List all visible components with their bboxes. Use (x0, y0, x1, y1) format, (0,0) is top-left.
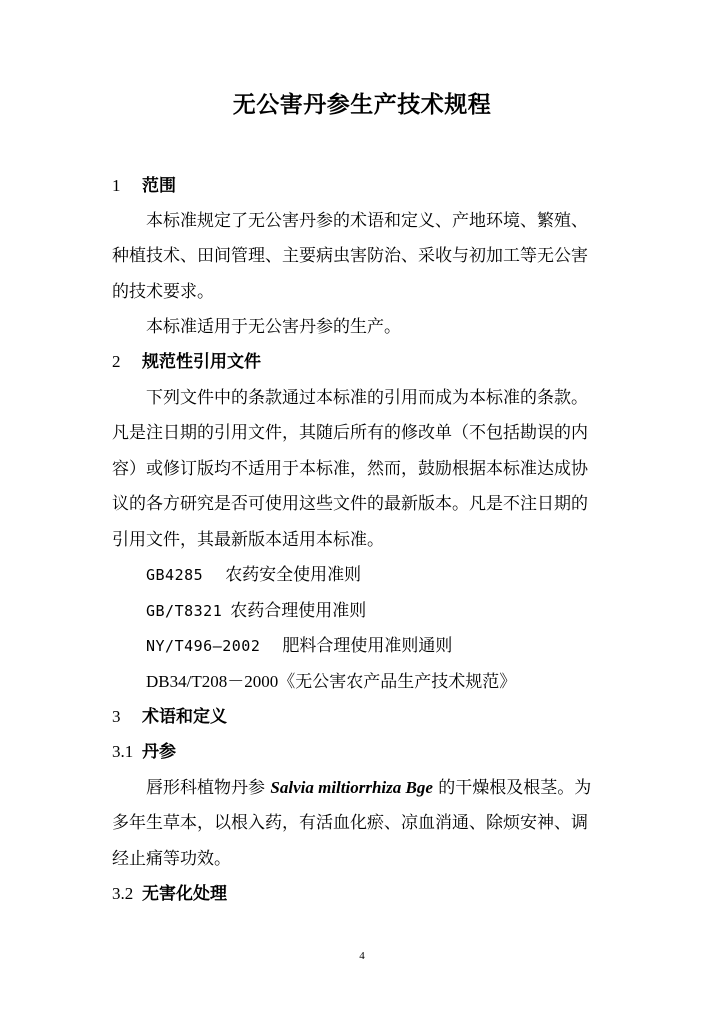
section-3-number: 3 (112, 707, 121, 726)
section-1-paragraph-line: 的技术要求。 (112, 282, 214, 302)
section-2-paragraph-line: 下列文件中的条款通过本标准的引用而成为本标准的条款。 (146, 388, 588, 408)
definition-line: 经止痛等功效。 (112, 849, 231, 869)
section-2-title: 规范性引用文件 (142, 352, 261, 372)
section-1-scope-line: 本标准适用于无公害丹参的生产。 (146, 317, 401, 337)
section-2-paragraph-line: 议的各方研究是否可使用这些文件的最新版本。凡是不注日期的 (112, 494, 588, 514)
section-3-title: 术语和定义 (142, 707, 227, 727)
subsection-3-1-number: 3.1 (112, 742, 134, 761)
section-2-paragraph-line: 容）或修订版均不适用于本标准，然而，鼓励根据本标准达成协 (112, 459, 588, 479)
reference-item (146, 671, 516, 693)
reference-code: DB34/T208－2000 (146, 672, 279, 691)
definition-prefix: 唇形科植物丹参 (146, 778, 265, 798)
species-name: Salvia miltiorrhiza Bge (270, 778, 433, 797)
subsection-3-1-heading (112, 741, 176, 763)
reference-item (146, 600, 366, 622)
definition-line (146, 777, 591, 799)
reference-title: 农药合理使用准则 (230, 601, 367, 621)
definition-suffix: 的干燥根及根茎。为 (438, 778, 592, 798)
section-1-title: 范围 (142, 176, 176, 196)
reference-code: GB/T8321 (146, 602, 223, 620)
reference-item (146, 635, 452, 657)
section-1-heading (112, 175, 176, 197)
document-title: 无公害丹参生产技术规程 (232, 92, 492, 118)
reference-title: 肥料合理使用准则通则 (282, 636, 453, 656)
subsection-3-2-number: 3.2 (112, 884, 134, 903)
page-number: 4 (359, 950, 365, 962)
section-3-heading (112, 706, 227, 728)
section-2-heading (112, 351, 261, 373)
subsection-3-2-heading (112, 883, 227, 905)
reference-code: NY/T496—2002 (146, 637, 261, 655)
reference-title: 《无公害农产品生产技术规范》 (278, 672, 517, 692)
section-2-paragraph-line: 引用文件，其最新版本适用本标准。 (112, 530, 384, 550)
subsection-3-2-title: 无害化处理 (142, 884, 227, 904)
section-2-paragraph-line: 凡是注日期的引用文件，其随后所有的修改单（不包括勘误的内 (112, 423, 588, 443)
reference-code: GB4285 (146, 566, 204, 584)
section-1-paragraph-line: 种植技术、田间管理、主要病虫害防治、采收与初加工等无公害 (112, 246, 588, 266)
reference-title: 农药安全使用准则 (225, 565, 362, 585)
section-1-number: 1 (112, 176, 121, 195)
section-2-number: 2 (112, 352, 121, 371)
definition-line: 多年生草本，以根入药，有活血化瘀、凉血消通、除烦安神、调 (112, 813, 588, 833)
section-1-paragraph-line: 本标准规定了无公害丹参的术语和定义、产地环境、繁殖、 (146, 211, 588, 231)
subsection-3-1-title: 丹参 (142, 742, 176, 762)
reference-item (146, 564, 361, 586)
